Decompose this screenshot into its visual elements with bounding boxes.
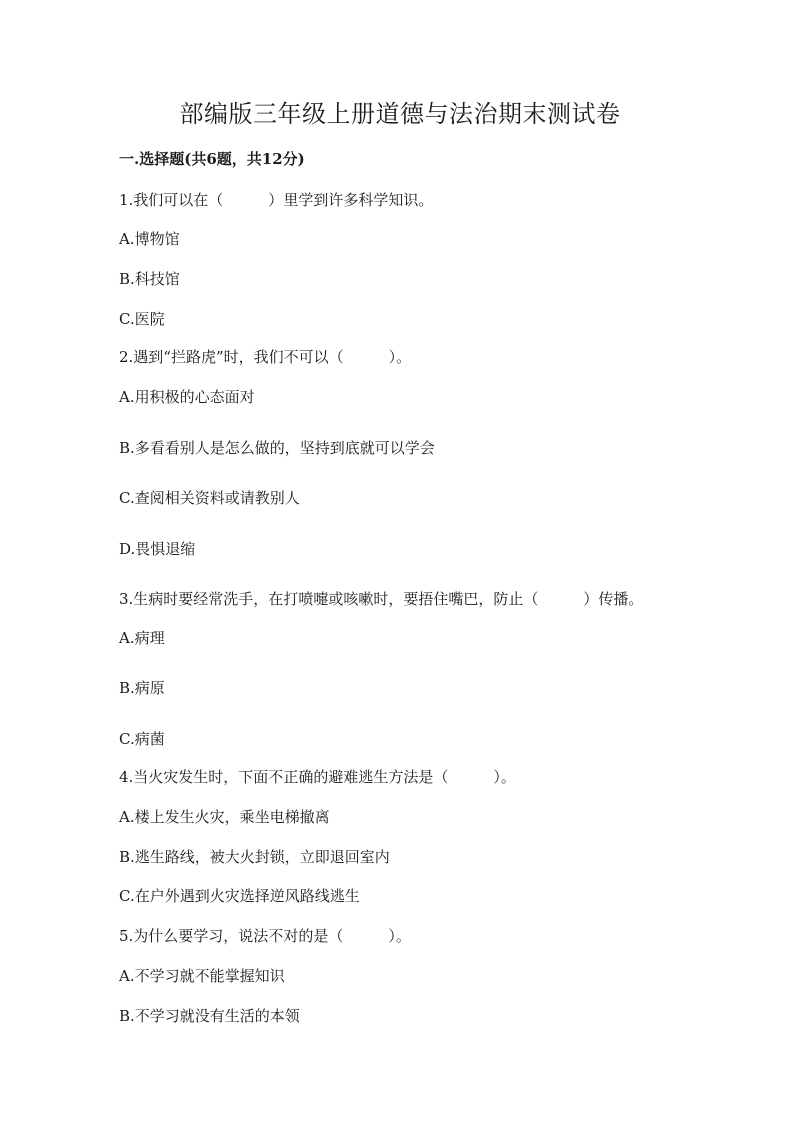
question-1-option-c: C.医院 xyxy=(119,310,165,328)
question-1-option-b: B.科技馆 xyxy=(119,270,180,288)
question-3-option-a: A.病理 xyxy=(119,629,165,647)
question-4-stem: 4.当火灾发生时，下面不正确的避难逃生方法是（ ）。 xyxy=(119,768,516,786)
question-2-option-d: D.畏惧退缩 xyxy=(119,540,196,558)
question-2-option-c: C.查阅相关资料或请教别人 xyxy=(119,489,300,507)
question-4-option-a: A.楼上发生火灾，乘坐电梯撤离 xyxy=(119,808,330,826)
question-1-stem: 1.我们可以在（ ）里学到许多科学知识。 xyxy=(119,191,434,209)
question-3-option-c: C.病菌 xyxy=(119,730,165,748)
question-5-option-a: A.不学习就不能掌握知识 xyxy=(119,967,285,985)
page-title: 部编版三年级上册道德与法治期末测试卷 xyxy=(179,100,621,128)
question-4-option-c: C.在户外遇到火灾选择逆风路线逃生 xyxy=(119,887,360,905)
question-2-option-b: B.多看看别人是怎么做的，坚持到底就可以学会 xyxy=(119,439,435,457)
section-heading: 一.选择题(共6题，共12分) xyxy=(119,150,305,168)
question-3-option-b: B.病原 xyxy=(119,679,165,697)
question-1-option-a: A.博物馆 xyxy=(119,230,180,248)
question-2-stem: 2.遇到“拦路虎”时，我们不可以（ ）。 xyxy=(119,348,412,366)
question-4-option-b: B.逃生路线，被大火封锁，立即退回室内 xyxy=(119,848,390,866)
question-2-option-a: A.用积极的心态面对 xyxy=(119,388,255,406)
question-5-option-b: B.不学习就没有生活的本领 xyxy=(119,1007,300,1025)
question-3-stem: 3.生病时要经常洗手，在打喷嚏或咳嗽时，要捂住嘴巴，防止（ ）传播。 xyxy=(119,590,644,608)
question-5-stem: 5.为什么要学习，说法不对的是（ ）。 xyxy=(119,927,411,945)
